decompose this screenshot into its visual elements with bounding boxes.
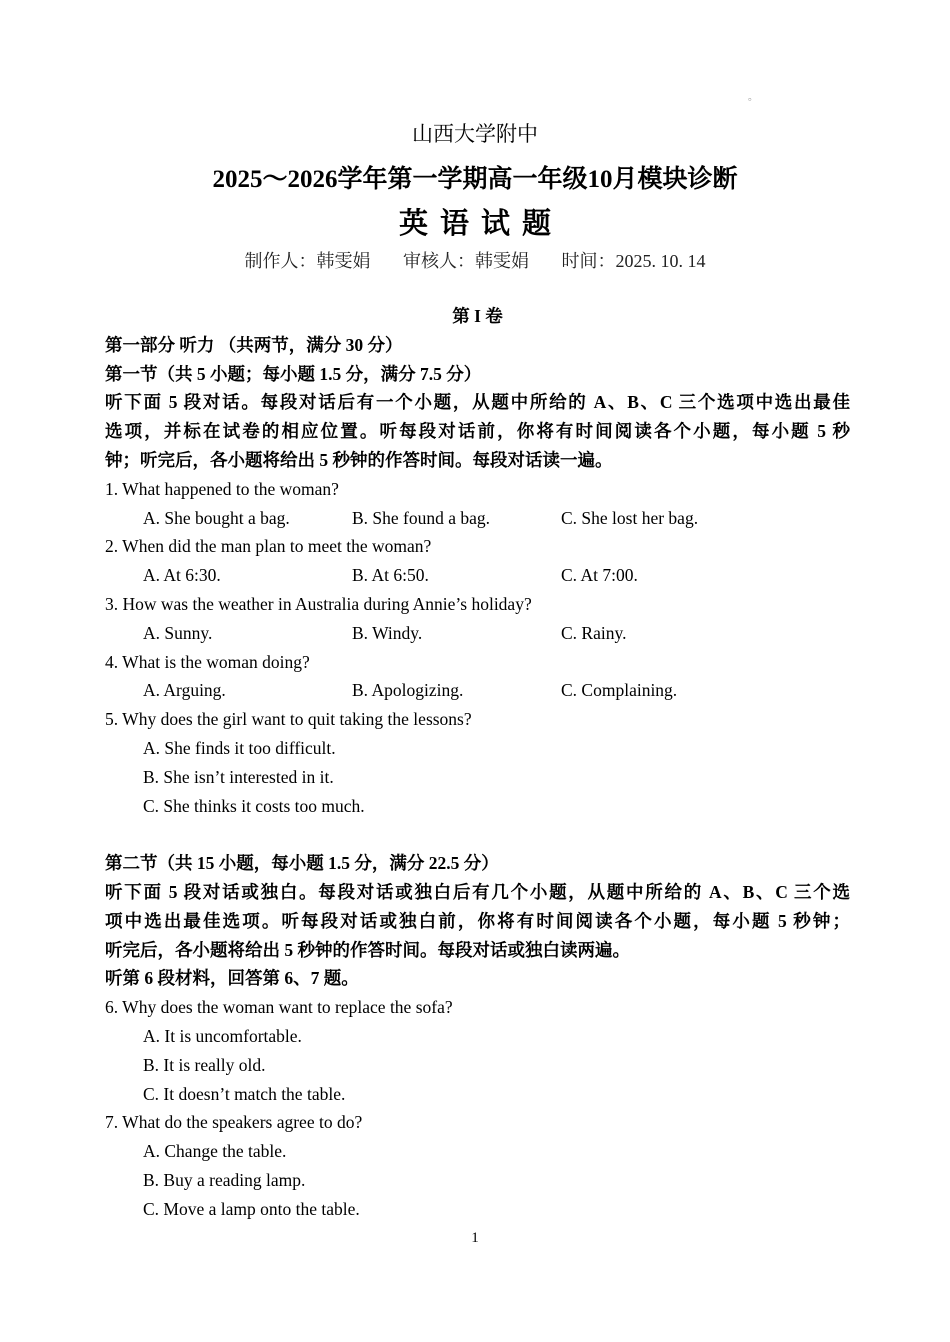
section2-instruction: 听下面 5 段对话或独白。每段对话或独白后有几个小题，从题中所给的 A、B、C 三个选 [105, 881, 850, 902]
corner-mark: 。 [748, 92, 758, 103]
option-b: B. She found a bag. [352, 507, 491, 528]
question-4: 4. What is the woman doing? [105, 651, 310, 672]
question-5: 5. Why does the girl want to quit taking the lessons? [105, 709, 472, 730]
option-a: A. It is uncomfortable. [143, 1025, 302, 1046]
exam-time: 时间：2025. 10. 14 [561, 251, 706, 271]
option-c: C. At 7:00. [561, 565, 638, 586]
option-a: A. Change the table. [143, 1141, 287, 1162]
options-row [105, 504, 850, 533]
maker: 制作人：韩雯娟 [244, 251, 371, 271]
option-a: A. She finds it too difficult. [143, 737, 336, 758]
section1-instruction: 钟；听完后，各小题将给出 5 秒钟的作答时间。每段对话读一遍。 [105, 449, 613, 470]
reviewer: 审核人：韩雯娟 [403, 251, 529, 271]
options-row [105, 561, 850, 590]
section2-instruction: 项中选出最佳选项。听每段对话或独白前，你将有时间阅读各个小题，每小题 5 秒钟； [105, 910, 850, 931]
option-c: C. It doesn’t match the table. [143, 1083, 346, 1104]
option-b: B. It is really old. [143, 1054, 266, 1075]
option-a: A. Sunny. [143, 622, 213, 643]
option-c: C. She lost her bag. [561, 507, 699, 528]
exam-content [105, 302, 850, 1224]
option-b: B. She isn’t interested in it. [143, 766, 334, 787]
section2-instruction: 听完后，各小题将给出 5 秒钟的作答时间。每段对话或独白读两遍。 [105, 939, 630, 960]
section2-title: 第二节（共 15 小题，每小题 1.5 分，满分 22.5 分） [105, 853, 499, 874]
question-2: 2. When did the man plan to meet the woman? [105, 536, 432, 557]
option-a: A. Arguing. [143, 680, 226, 701]
subject-title: 英语试题 [398, 208, 563, 240]
material-note: 听第 6 段材料，回答第 6、7 题。 [105, 968, 359, 989]
spacer [105, 820, 850, 849]
option-c: C. Rainy. [561, 622, 627, 643]
part1-title: 第一部分 听力 （共两节，满分 30 分） [105, 334, 403, 355]
section1-instruction: 选项，并标在试卷的相应位置。听每段对话前，你将有时间阅读各个小题，每小题 5 秒 [105, 421, 850, 442]
section1-instruction: 听下面 5 段对话。每段对话后有一个小题，从题中所给的 A、B、C 三个选项中选出最佳 [105, 392, 850, 413]
page-number: 1 [471, 1230, 479, 1246]
option-a: A. At 6:30. [143, 565, 221, 586]
section1-title: 第一节（共 5 小题；每小题 1.5 分，满分 7.5 分） [105, 363, 482, 384]
option-c: C. She thinks it costs too much. [143, 795, 365, 816]
question-7: 7. What do the speakers agree to do? [105, 1112, 363, 1133]
option-c: C. Move a lamp onto the table. [143, 1198, 360, 1219]
options-row [105, 676, 850, 705]
option-b: B. Buy a reading lamp. [143, 1169, 306, 1190]
option-c: C. Complaining. [561, 680, 678, 701]
volume-title: 第 I 卷 [452, 306, 503, 326]
option-a: A. She bought a bag. [143, 507, 290, 528]
option-b: B. Apologizing. [352, 680, 464, 701]
question-1: 1. What happened to the woman? [105, 478, 339, 499]
school-name: 山西大学附中 [412, 122, 538, 146]
option-b: B. Windy. [352, 622, 423, 643]
question-3: 3. How was the weather in Australia during Annie’s holiday? [105, 593, 532, 614]
exam-title: 2025～2026学年第一学期高一年级10月模块诊断 [212, 166, 738, 193]
options-row [105, 619, 850, 648]
exam-meta [0, 248, 950, 274]
question-6: 6. Why does the woman want to replace the sofa? [105, 997, 453, 1018]
option-b: B. At 6:50. [352, 565, 429, 586]
